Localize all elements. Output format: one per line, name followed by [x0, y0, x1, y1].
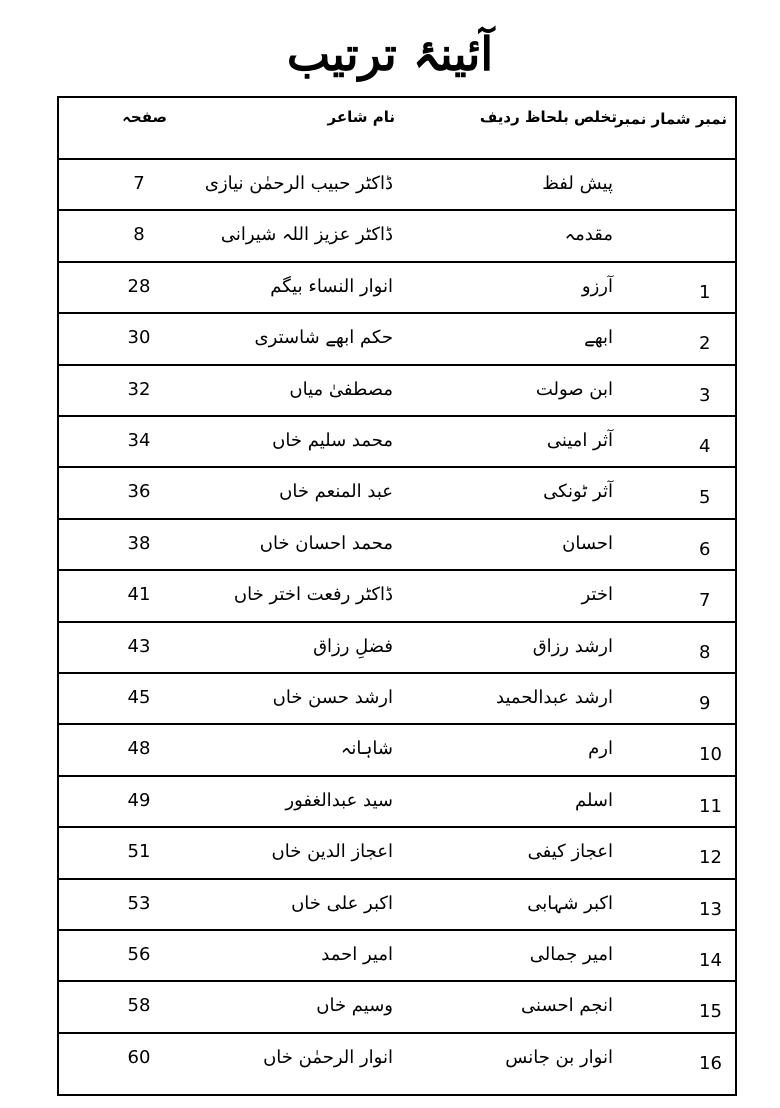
table-row [59, 775, 735, 827]
row-page-number: 32 [127, 378, 151, 400]
row-serial: 3 [699, 384, 711, 406]
table-row [59, 466, 735, 518]
row-serial: 12 [699, 847, 722, 869]
header-poet: نام شاعر [327, 108, 395, 126]
table-row [59, 364, 735, 416]
row-poet-name: عبد المنعم خاں [279, 481, 393, 503]
row-page-number: 8 [133, 224, 145, 246]
row-serial: 2 [699, 333, 711, 355]
row-serial: 1 [699, 281, 711, 303]
row-poet-name: امیر احمد [321, 944, 393, 965]
table-row [59, 1032, 735, 1084]
row-page-number: 53 [127, 892, 151, 914]
row-page-number: 7 [133, 173, 145, 194]
table-header [59, 98, 735, 156]
row-poet-name: ڈاکٹر رفعت اختر خاں [233, 584, 393, 606]
row-poet-name: ارشد حسن خاں [272, 687, 393, 708]
table-row [59, 929, 735, 981]
row-serial: 13 [699, 898, 722, 920]
row-poet-name: ڈاکٹر عزیز اللہ شیرانی [220, 224, 393, 246]
row-takhallus: انوار بن جانس [505, 1046, 613, 1068]
row-serial: 10 [699, 744, 722, 766]
row-takhallus: اسلم [574, 789, 613, 811]
row-page-number: 30 [127, 327, 151, 349]
row-serial: 7 [699, 590, 711, 612]
row-poet-name: اکبر علی خاں [291, 892, 393, 914]
row-serial: 11 [699, 795, 722, 817]
row-page-number: 43 [127, 635, 151, 657]
row-takhallus: ارشد عبدالحمید [496, 687, 613, 708]
row-poet-name: محمد سلیم خاں [272, 430, 393, 451]
table-row [59, 980, 735, 1032]
row-takhallus: احسان [562, 532, 613, 554]
row-takhallus: آثر ٹونکی [543, 481, 613, 503]
row-page-number: 60 [127, 1046, 151, 1068]
table-row [59, 621, 735, 673]
table-row [59, 312, 735, 364]
row-page-number: 28 [127, 275, 151, 297]
row-poet-name: ڈاکٹر حبیب الرحمٰن نیازی [204, 173, 393, 194]
row-takhallus: اعجاز کیفی [527, 841, 613, 863]
table-row [59, 723, 735, 775]
row-page-number: 41 [127, 584, 151, 606]
row-page-number: 48 [127, 738, 151, 760]
row-takhallus: ابھے [584, 327, 613, 349]
row-poet-name: انوار الرحمٰن خاں [263, 1046, 393, 1068]
table-row [59, 672, 735, 724]
row-poet-name: شاہانہ [340, 738, 393, 760]
row-takhallus: انجم احسنی [521, 995, 613, 1017]
row-serial: 16 [699, 1052, 722, 1074]
table-row [59, 878, 735, 930]
row-poet-name: انوار النساء بیگم [270, 275, 393, 297]
row-serial: 14 [699, 950, 722, 971]
header-radif: تخلص بلحاظ ردیف [479, 108, 617, 126]
row-serial: 6 [699, 538, 711, 560]
row-poet-name: فضلِ رزاق [313, 635, 393, 657]
row-takhallus: آرزو [581, 275, 613, 297]
row-takhallus: پیش لفظ [542, 173, 613, 194]
row-page-number: 45 [127, 687, 151, 708]
row-takhallus: ابن صولت [535, 378, 613, 400]
row-serial: 4 [699, 436, 711, 457]
row-takhallus: ارم [588, 738, 613, 760]
row-serial [699, 166, 735, 214]
row-serial: 8 [699, 641, 711, 663]
row-poet-name: مصطفیٰ میاں [289, 378, 393, 400]
row-takhallus: امیر جمالی [529, 944, 613, 965]
row-poet-name: محمد احسان خاں [259, 532, 393, 554]
row-takhallus: آثر امینی [546, 430, 613, 451]
row-serial: 15 [699, 1001, 722, 1023]
row-page-number: 34 [127, 430, 151, 451]
row-poet-name: اعجاز الدین خاں [271, 841, 393, 863]
row-page-number: 36 [127, 481, 151, 503]
row-page-number: 38 [127, 532, 151, 554]
row-serial [699, 217, 735, 265]
table-row [59, 569, 735, 621]
contents-table [57, 96, 737, 1096]
table-row [59, 415, 735, 467]
row-page-number: 58 [127, 995, 151, 1017]
row-takhallus: اکبر شہابی [527, 892, 613, 914]
row-page-number: 49 [127, 789, 151, 811]
row-takhallus: اختر [581, 584, 613, 606]
header-page: صفحہ [122, 108, 167, 126]
row-takhallus: مقدمہ [564, 224, 613, 246]
page-title: آئینۂ ترتیب [286, 27, 494, 81]
row-page-number: 51 [127, 841, 151, 863]
table-row [59, 209, 735, 261]
row-poet-name: وسیم خاں [316, 995, 393, 1017]
row-poet-name: سید عبدالغفور [285, 789, 393, 811]
table-row [59, 826, 735, 878]
header-serial: نمبر شمار نمبر [615, 110, 727, 128]
table-row [59, 261, 735, 313]
row-page-number: 56 [127, 944, 151, 965]
row-serial: 5 [699, 487, 711, 509]
table-row [59, 518, 735, 570]
row-takhallus: ارشد رزاق [532, 635, 613, 657]
row-poet-name: حکم ابھے شاستری [254, 327, 393, 349]
row-serial: 9 [699, 693, 711, 714]
table-row [59, 158, 735, 210]
